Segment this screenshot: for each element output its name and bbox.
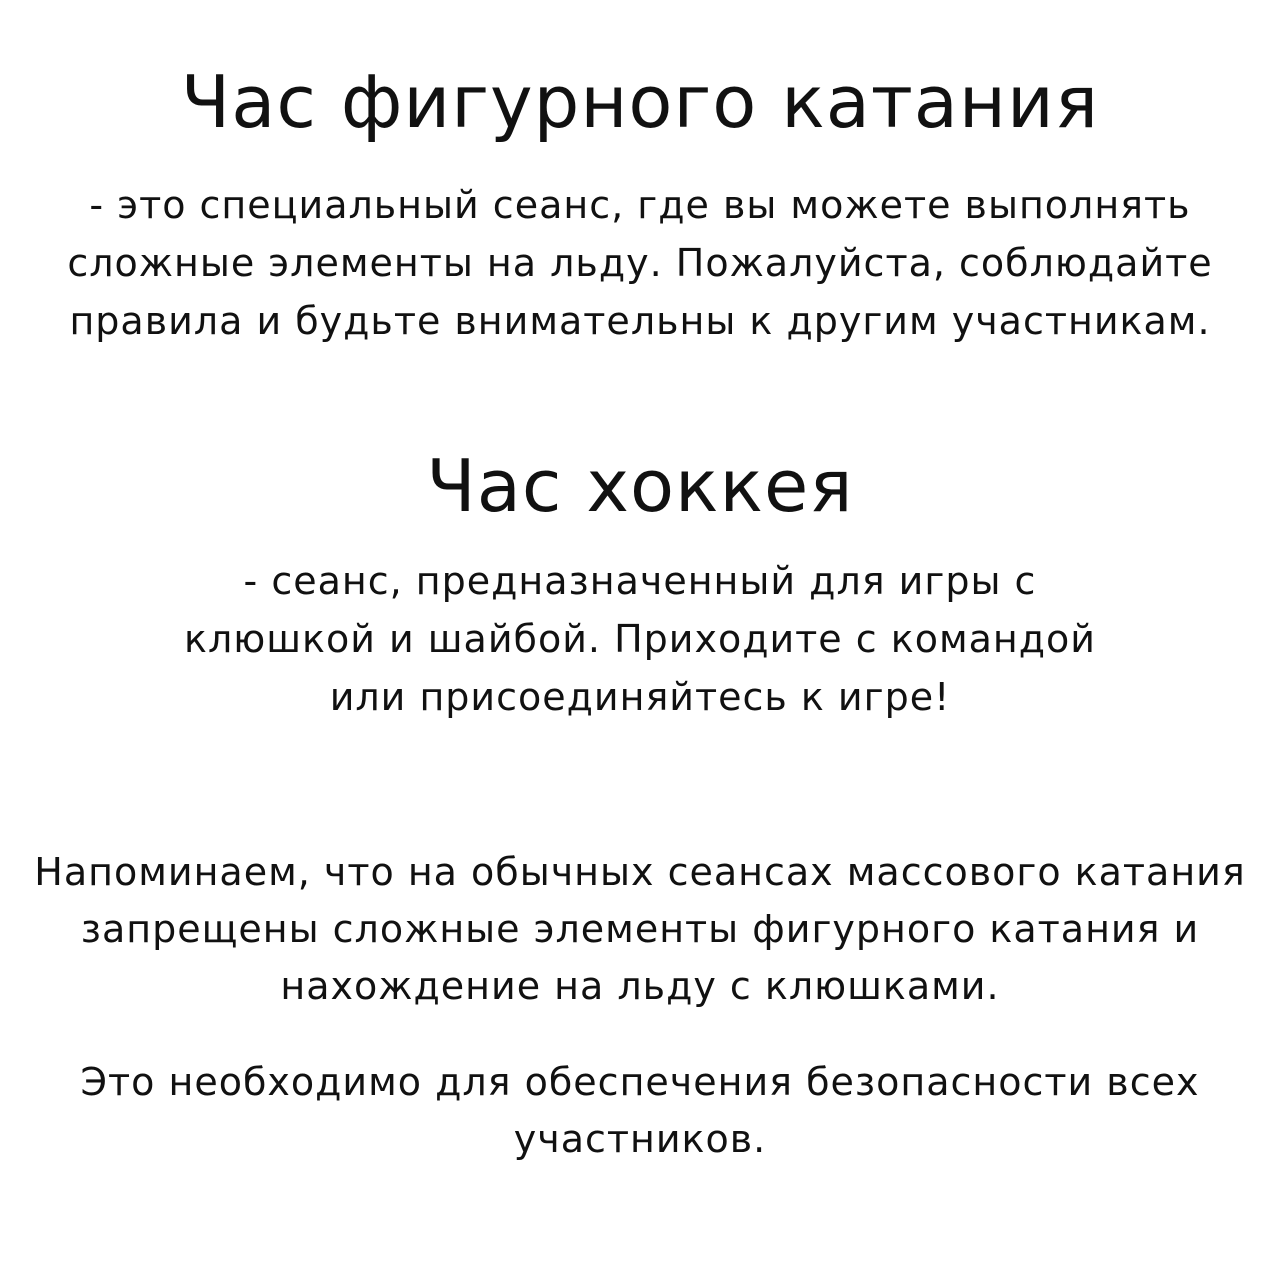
reminder-line: Напоминаем, что на обычных сеансах массового катания: [34, 850, 1246, 894]
reminder-line: нахождение на льду с клюшками.: [280, 964, 1000, 1008]
safety-line: участников.: [513, 1117, 767, 1161]
hockey-title: Час хоккея: [426, 444, 854, 528]
description-line: - это специальный сеанс, где вы можете выполнять: [89, 183, 1191, 227]
hockey-description: [0, 552, 1280, 726]
reminder-text: [0, 844, 1280, 1015]
figure-skating-title: Час фигурного катания: [180, 60, 1100, 144]
description-line: правила и будьте внимательны к другим участникам.: [69, 299, 1211, 343]
reminder-line: запрещены сложные элементы фигурного катания и: [80, 907, 1200, 951]
safety-text: [0, 1054, 1280, 1168]
description-line: клюшкой и шайбой. Приходите с командой: [184, 617, 1096, 661]
description-line: - сеанс, предназначенный для игры с: [243, 559, 1037, 603]
safety-line: Это необходимо для обеспечения безопасности всех: [80, 1060, 1200, 1104]
figure-skating-section: [0, 62, 1280, 142]
description-line: или присоединяйтесь к игре!: [329, 675, 951, 719]
hockey-section: [0, 446, 1280, 526]
description-line: сложные элементы на льду. Пожалуйста, соблюдайте: [67, 241, 1213, 285]
figure-skating-description: [0, 176, 1280, 350]
